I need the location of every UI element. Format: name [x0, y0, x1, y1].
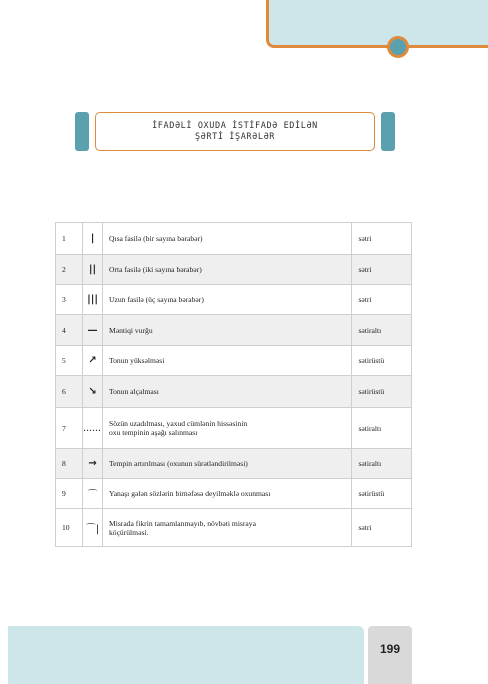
ellipsis-dots-symbol: ......: [83, 423, 102, 433]
mark-position: sətri: [352, 285, 412, 315]
row-number: 10: [56, 509, 83, 547]
table-row: [56, 315, 412, 346]
table-row: [56, 479, 412, 509]
long-pause-symbol: |||: [87, 294, 99, 305]
mark-symbol: [83, 285, 103, 315]
description-text: Orta fasilə (iki sayına bərabər): [108, 265, 202, 274]
description-text: oxu tempinin aşağı salınması: [108, 428, 198, 437]
mark-description: [102, 255, 352, 285]
mark-description: [102, 223, 352, 255]
table-row: [56, 255, 412, 285]
row-number: 2: [56, 255, 83, 285]
description-text: Tonun yüksəlməsi: [108, 356, 165, 365]
row-number: 7: [56, 408, 83, 449]
page-number: 199: [379, 642, 401, 656]
mark-description: [102, 346, 352, 376]
mark-symbol: [83, 223, 103, 255]
arrow-right-icon: →: [88, 458, 97, 469]
arrow-up-right-icon: ↗: [88, 355, 97, 366]
arc-ligature-icon: ⌒: [87, 490, 98, 501]
table-row: [56, 346, 412, 376]
description-text: Qısa fasilə (bir sayına bərabər): [108, 234, 203, 243]
row-number: 8: [56, 449, 83, 479]
row-number: 9: [56, 479, 83, 509]
table-row: [56, 449, 412, 479]
description-text: Misrada fikrin tamamlanmayıb, növbəti misraya: [108, 518, 256, 528]
table-row: [56, 408, 412, 449]
table-row: [56, 285, 412, 315]
mark-position: sətri: [352, 223, 412, 255]
short-pause-symbol: |: [90, 233, 95, 244]
mark-position: sətri: [352, 255, 412, 285]
row-number: 4: [56, 315, 83, 346]
section-title-line-2: ŞƏRTİ İŞARƏLƏR: [194, 131, 276, 142]
mark-description: [102, 376, 352, 408]
row-number: 6: [56, 376, 83, 408]
mark-description: [102, 315, 352, 346]
section-title-line-1: İFADƏLİ OXUDA İSTİFADƏ EDİLƏN: [152, 120, 318, 131]
title-right-tab: [381, 112, 395, 151]
row-number: 5: [56, 346, 83, 376]
footer-band: [8, 626, 364, 684]
mark-position: sətirüstü: [352, 376, 412, 408]
row-number: 1: [56, 223, 83, 255]
mark-position: sətri: [352, 509, 412, 547]
description-text: Yanaşı gələn sözlərin birnəfəsə deyilməklə oxunması: [108, 489, 271, 498]
mark-position: sətirüstü: [352, 479, 412, 509]
title-left-tab: [75, 112, 89, 151]
mark-symbol: [83, 315, 103, 346]
mark-symbol: [83, 255, 103, 285]
header-decoration: [266, 0, 488, 48]
mark-description: [102, 408, 352, 449]
mark-description: [102, 285, 352, 315]
table-row: [56, 509, 412, 547]
mark-description: [102, 479, 352, 509]
arc-with-stem-icon: ⌒|: [85, 524, 100, 535]
mark-description: [102, 509, 352, 547]
mark-symbol: [83, 449, 103, 479]
header-circle-ornament: [387, 36, 409, 58]
mark-position: sətiraltı: [352, 408, 412, 449]
row-number: 3: [56, 285, 83, 315]
description-text: Uzun fasilə (üç sayına bərabər): [108, 295, 204, 304]
logical-stress-symbol: —: [87, 324, 98, 336]
mark-symbol: [83, 479, 103, 509]
symbols-table: [55, 222, 412, 547]
table-row: [56, 376, 412, 408]
mark-symbol: [83, 376, 103, 408]
mark-position: sətiraltı: [352, 315, 412, 346]
medium-pause-symbol: ||: [88, 264, 97, 275]
mark-position: sətiraltı: [352, 449, 412, 479]
mark-symbol: [83, 346, 103, 376]
mark-symbol: [83, 509, 103, 547]
table-row: [56, 223, 412, 255]
section-title: [95, 112, 375, 151]
description-text: Məntiqi vurğu: [108, 325, 153, 335]
description-text: Sözün uzadılması, yaxud cümlənin hissəsinin: [108, 419, 248, 428]
description-text: Tempin artırılması (oxunun sürətləndirilməsi): [108, 459, 248, 468]
description-text: köçürülməsi.: [108, 527, 149, 537]
description-text: Tonun alçalması: [108, 387, 159, 396]
mark-description: [102, 449, 352, 479]
arrow-down-right-icon: ↘: [88, 386, 97, 397]
page-number-box: [368, 626, 412, 684]
mark-symbol: [83, 408, 103, 449]
mark-position: sətirüstü: [352, 346, 412, 376]
